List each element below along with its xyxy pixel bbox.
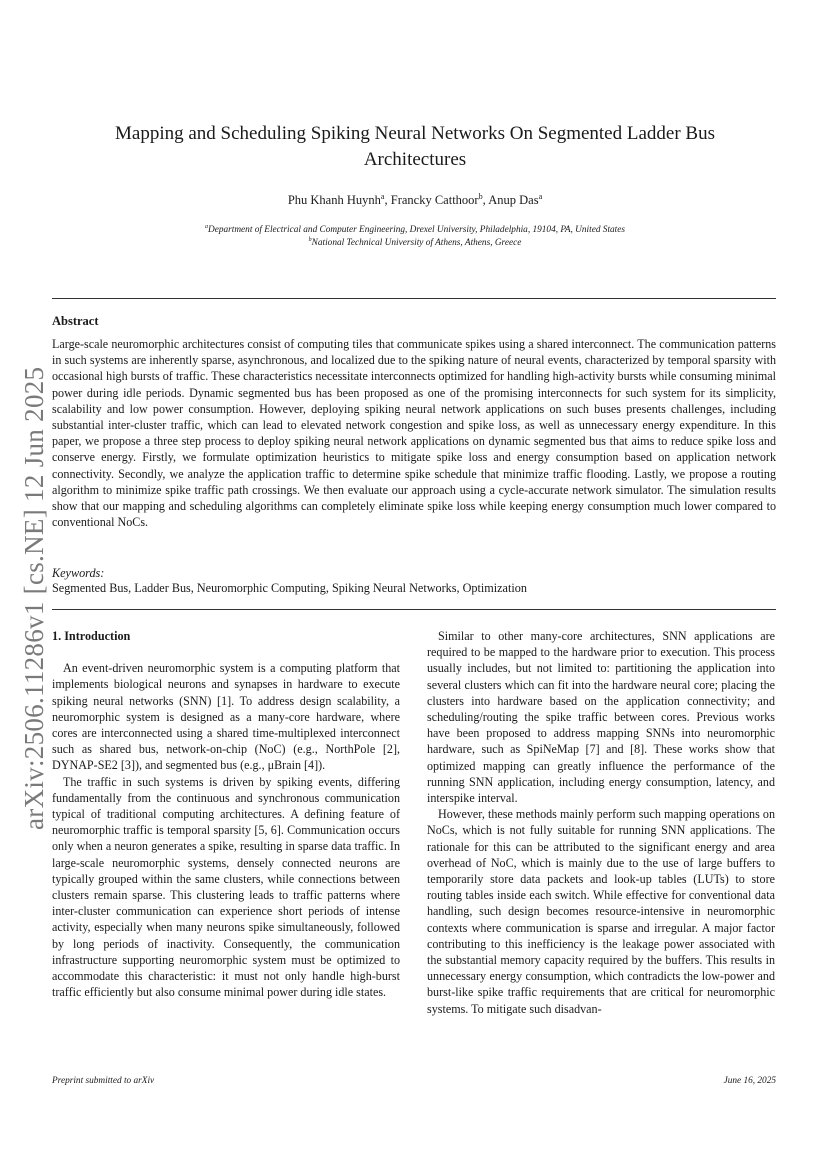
author-name: Francky Catthoor [390, 193, 479, 207]
abstract-heading: Abstract [52, 314, 99, 328]
affiliation-mark: b [308, 236, 312, 243]
right-column [427, 628, 775, 1017]
author-affiliation-mark: a [380, 191, 385, 201]
affiliation-line [90, 237, 740, 250]
author-name: Anup Das [488, 193, 539, 207]
footer-date: June 16, 2025 [723, 1076, 776, 1086]
abstract-text: Large-scale neuromorphic architectures consist of computing tiles that communicate spikes using a shared interconnect. The communication patterns in such systems are inherently sparse, asynchronous, and localized due to the spiking nature of neural events, characterized by temporal sparsity with occasional high bursts of traffic. These characteristics necessitate interconnects optimized for handling high-activity bursts while consuming minimal power during idle periods. Dynamic segmented bus has been proposed as one of the promising interconnects for such system for its simplicity, scalability and low power consumption. However, deploying spiking neural network applications on such buses presents challenges, including substantial inter-cluster traffic, which can lead to elevated network congestion and spike loss, as well as unnecessary energy expenditure. In this paper, we propose a three step process to deploy spiking neural network applications on dynamic segmented bus that aims to reduce spike loss and conserve energy. Firstly, we formulate optimization heuristics to mitigate spike loss and energy consumption based on application network connectivity. Secondly, we analyze the application traffic to determine spike schedule that minimize traffic flooding. Lastly, we propose a routing algorithm to minimize spike traffic path crossings. We then evaluate our approach using a cycle-accurate network simulator. The simulation results show that our mapping and scheduling algorithms can completely eliminate spike loss while keeping energy consumption much lower compared to conventional NoCs. [52, 337, 776, 530]
left-column [52, 628, 400, 1000]
body-paragraph: The traffic in such systems is driven by spiking events, differing fundamentally from the continuous and synchronous communication typical of traditional computing architectures. A defining feature of neuromorphic traffic is temporal sparsity [5, 6]. Communication occurs only when a neuron generates a spike, resulting in sparse data traffic. In large-scale neuromorphic systems, densely connected neurons are typically grouped within the same clusters, while connections between clusters remain sparse. This clustering leads to traffic patterns where inter-cluster communication can experience short periods of intense activity, especially when many neurons spike simultaneously, followed by long periods of inactivity. Consequently, the communication infrastructure supporting neuromorphic system must be optimized to accommodate this characteristic: it must not only handle high-burst traffic efficiently but also consume minimal power during idle states. [52, 774, 400, 1000]
author-name: Phu Khanh Huynh [287, 193, 381, 207]
author-list: Phu Khanh Huynh$^a$, Francky Catthoor$^b$, Anup Das$^a$ [287, 191, 543, 207]
top-divider [52, 298, 776, 299]
author-affiliation-mark: b [478, 191, 483, 201]
affiliation-line [90, 224, 740, 237]
arxiv-identifier-stamp: arXiv:2506.11286v1 [cs.NE] 12 Jun 2025 [19, 366, 49, 830]
footer-preprint-note: Preprint submitted to arXiv [52, 1076, 155, 1086]
affiliation-text: National Technical University of Athens, Athens, Greece [311, 237, 522, 248]
keywords-list: Segmented Bus, Ladder Bus, Neuromorphic Computing, Spiking Neural Networks, Optimization [52, 581, 527, 595]
section-heading: 1. Introduction [52, 629, 131, 643]
affiliation-text: Department of Electrical and Computer Engineering, Drexel University, Philadelphia, 19104, PA, United States [208, 225, 626, 235]
body-paragraph: However, these methods mainly perform such mapping operations on NoCs, which is not fully suitable for running SNN applications. The rationale for this can be attributed to the significant energy and area overhead of NoC, which is mainly due to the use of large buffers to temporarily store data packets and look-up tables (LUTs) to store routing tables inside each switch. While effective for conventional data handling, such design becomes resource-intensive in neuromorphic contexts where communication is sparse and irregular. A major factor contributing to this inefficiency is the leakage power associated with the substantial memory capacity required by the buffers. This results in unnecessary energy consumption, which contradicts the low-power and burst-like spike traffic requirements that are critical for neuromorphic systems. To mitigate such disadvan- [427, 807, 775, 1016]
author-affiliation-mark: a [538, 191, 543, 201]
paper-title: Mapping and Scheduling Spiking Neural Networks On Segmented Ladder Bus Architectures [115, 123, 715, 170]
body-paragraph: An event-driven neuromorphic system is a computing platform that implements biological neurons and synapses in hardware to execute spiking neural networks (SNN) [1]. To address design scalability, a neuromorphic system is designed as a many-core hardware, where cores are interconnected using a shared time-multiplexed interconnect such as shared bus, network-on-chip (NoC) (e.g., NorthPole [2], DYNAP-SE2 [3]), and segmented bus (e.g., μBrain [4]). [52, 661, 400, 773]
keywords-heading: Keywords: [52, 566, 105, 580]
body-paragraph: Similar to other many-core architectures, SNN applications are required to be mapped to the hardware prior to execution. This process usually includes, but not limited to: partitioning the application into several clusters which can fit into the hardware neural core; placing the clusters into hardware based on the application connectivity; and scheduling/routing the spike traffic between cores. Previous works have been proposed to address mapping SNNs into neuromorphic hardware, such as SpiNeMap [7] and [8]. These works show that optimized mapping can greatly influence the performance of the running SNN application, including energy consumption, latency, and interspike interval. [427, 629, 775, 806]
abstract-bottom-divider [52, 609, 776, 610]
affiliation-mark: a [204, 223, 208, 230]
affiliation-list [90, 224, 740, 249]
